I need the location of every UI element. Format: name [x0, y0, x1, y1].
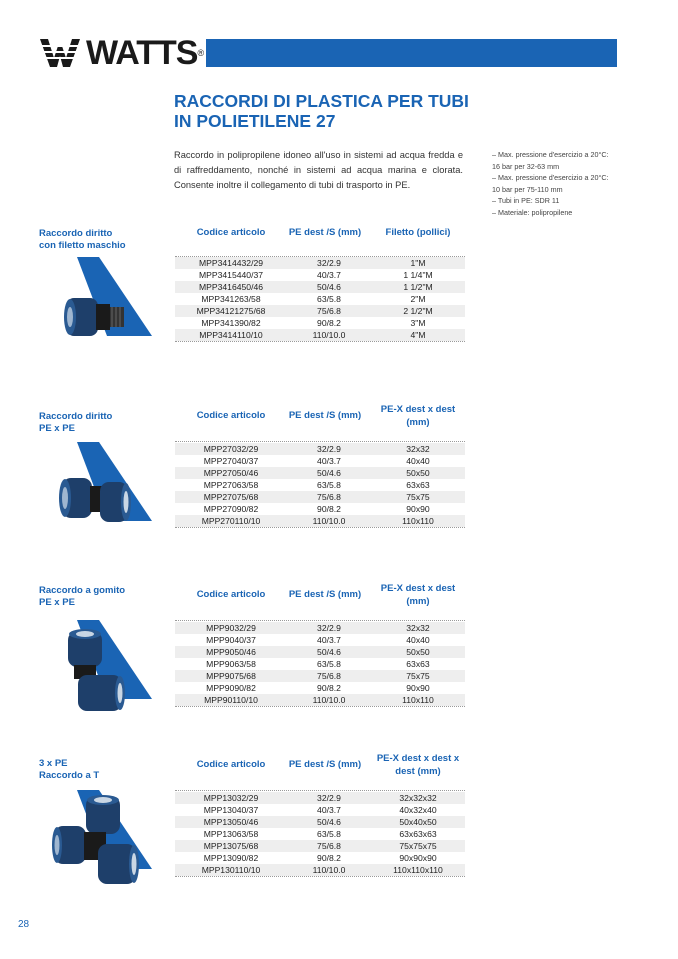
elbow-fitting-image — [60, 625, 132, 717]
column-header-pe-dest: PE dest /S (mm) — [288, 759, 362, 770]
pe-dimension: 40/3.7 — [317, 270, 341, 280]
connection-size: 63x63 — [406, 659, 430, 669]
pe-dimension: 63/5.8 — [317, 480, 341, 490]
spec-item: – Materiale: polipropilene — [492, 207, 573, 217]
column-header-code: Codice articolo — [196, 410, 266, 421]
watts-w-mark-icon — [40, 36, 86, 70]
pe-dimension: 90/8.2 — [317, 318, 341, 328]
product-table — [175, 792, 465, 877]
pe-dimension: 32/2.9 — [317, 623, 341, 633]
column-header-code: Codice articolo — [196, 589, 266, 600]
spec-item: – Max. pressione d'esercizio a 20°C: — [492, 173, 609, 182]
item-code: MPP34121275/68 — [196, 306, 266, 316]
item-code: MPP27050/46 — [203, 468, 259, 478]
connection-size: 75x75x75 — [399, 841, 437, 851]
table-row — [175, 515, 465, 527]
connection-size: 1 1/4"M — [403, 270, 433, 280]
pe-dimension: 75/6.8 — [317, 841, 341, 851]
pe-dimension: 75/6.8 — [317, 306, 341, 316]
pe-dimension: 63/5.8 — [317, 659, 341, 669]
connection-size: 1 1/2"M — [403, 282, 433, 292]
column-header-pe-dest: PE dest /S (mm) — [288, 410, 362, 421]
section-label-straight-pe-pe: Raccordo diritto PE x PE — [39, 411, 113, 434]
connection-size: 110x110 — [402, 516, 434, 526]
page-title — [174, 91, 594, 131]
pe-dimension: 75/6.8 — [317, 492, 341, 502]
page-number: 28 — [18, 919, 30, 930]
connection-size: 1"M — [410, 258, 426, 268]
item-code: MPP3414432/29 — [198, 258, 264, 268]
table-row — [175, 840, 465, 852]
section-label-straight-male-thread: Raccordo diritto con filetto maschio — [39, 228, 126, 251]
item-code: MPP9050/46 — [206, 647, 256, 657]
table-row — [175, 694, 465, 706]
connection-size: 75x75 — [406, 671, 430, 681]
item-code: MPP27063/58 — [203, 480, 259, 490]
table-row — [175, 269, 465, 281]
connection-size: 40x32x40 — [399, 805, 437, 815]
section-label-elbow-pe-pe: Raccordo a gomito PE x PE — [39, 585, 126, 608]
table-row — [175, 329, 465, 341]
item-code: MPP13040/37 — [203, 805, 259, 815]
item-code: MPP90110/10 — [204, 695, 258, 705]
pe-dimension: 63/5.8 — [317, 829, 341, 839]
table-row — [175, 257, 465, 269]
item-code: MPP3416450/46 — [198, 282, 264, 292]
connection-size: 32x32x32 — [399, 793, 437, 803]
spec-item: – Max. pressione d'esercizio a 20°C: — [492, 150, 609, 159]
item-code: MPP27040/37 — [203, 456, 259, 466]
pe-dimension: 90/8.2 — [317, 504, 341, 514]
page-title-line1: RACCORDI DI PLASTICA PER TUBI — [174, 91, 469, 111]
item-code: MPP27032/29 — [203, 444, 259, 454]
column-header-pex-dest: PE-X dest x dest (mm) — [380, 404, 456, 428]
column-header-code: Codice articolo — [196, 759, 266, 770]
logo-text: WATTS — [86, 34, 198, 72]
connection-size: 2 1/2"M — [403, 306, 433, 316]
table-row — [175, 503, 465, 515]
pe-dimension: 40/3.7 — [317, 635, 341, 645]
table-row — [175, 670, 465, 682]
product-table — [175, 622, 465, 707]
table-row — [175, 443, 465, 455]
connection-size: 2"M — [410, 294, 426, 304]
spec-item: – Tubi in PE: SDR 11 — [492, 196, 560, 205]
table-row — [175, 828, 465, 840]
table-row — [175, 305, 465, 317]
watts-logo — [40, 36, 204, 70]
pe-dimension: 50/4.6 — [317, 647, 341, 657]
connection-size: 90x90 — [406, 504, 430, 514]
connection-size: 75x75 — [406, 492, 430, 502]
header-bar — [206, 39, 617, 67]
connection-size: 32x32 — [406, 444, 430, 454]
item-code: MPP341263/58 — [201, 294, 261, 304]
connection-size: 50x50 — [406, 468, 430, 478]
table-bottom-divider — [175, 527, 465, 528]
column-header-pex-dest: PE-X dest x dest (mm) — [380, 583, 456, 607]
pe-dimension: 110/10.0 — [312, 695, 346, 705]
item-code: MPP9032/29 — [206, 623, 256, 633]
pe-dimension: 75/6.8 — [317, 671, 341, 681]
item-code: MPP13032/29 — [203, 793, 259, 803]
pe-dimension: 50/4.6 — [317, 468, 341, 478]
pe-dimension: 40/3.7 — [317, 805, 341, 815]
table-row — [175, 804, 465, 816]
table-row — [175, 317, 465, 329]
connection-size: 3"M — [410, 318, 426, 328]
product-table — [175, 443, 465, 528]
table-divider — [175, 620, 465, 621]
product-table — [175, 257, 465, 342]
item-code: MPP9090/82 — [206, 683, 256, 693]
connection-size: 50x40x50 — [399, 817, 437, 827]
column-header-pe-dest: PE dest /S (mm) — [288, 589, 362, 600]
table-bottom-divider — [175, 341, 465, 342]
spec-item: 16 bar per 32-63 mm — [492, 161, 560, 171]
pe-dimension: 32/2.9 — [317, 793, 341, 803]
table-row — [175, 622, 465, 634]
table-divider — [175, 790, 465, 791]
item-code: MPP130110/10 — [201, 865, 261, 875]
column-header-code: Codice articolo — [196, 227, 266, 238]
spec-list — [492, 149, 642, 218]
column-header-pex-dest: PE-X dest x dest x dest (mm) — [376, 753, 460, 777]
section-label-tee: 3 x PE Raccordo a T — [39, 758, 100, 781]
connection-size: 40x40 — [406, 635, 430, 645]
table-row — [175, 646, 465, 658]
connection-size: 90x90 — [406, 683, 430, 693]
table-row — [175, 491, 465, 503]
table-row — [175, 455, 465, 467]
connection-size: 50x50 — [406, 647, 430, 657]
table-row — [175, 852, 465, 864]
table-bottom-divider — [175, 876, 465, 877]
page-title-line2: IN POLIETILENE 27 — [174, 111, 336, 131]
column-header-pe-dest: PE dest /S (mm) — [288, 227, 362, 238]
item-code: MPP13063/58 — [203, 829, 259, 839]
item-code: MPP270110/10 — [201, 516, 261, 526]
item-code: MPP3415440/37 — [198, 270, 264, 280]
pe-dimension: 110/10.0 — [312, 516, 346, 526]
item-code: MPP13075/68 — [203, 841, 259, 851]
registered-mark: ® — [197, 48, 205, 58]
table-row — [175, 682, 465, 694]
connection-size: 90x90x90 — [399, 853, 437, 863]
table-divider — [175, 441, 465, 442]
table-row — [175, 634, 465, 646]
table-row — [175, 479, 465, 491]
item-code: MPP13090/82 — [203, 853, 259, 863]
item-code: MPP9040/37 — [206, 635, 256, 645]
connection-size: 40x40 — [406, 456, 430, 466]
item-code: MPP27090/82 — [203, 504, 259, 514]
table-row — [175, 467, 465, 479]
item-code: MPP13050/46 — [203, 817, 259, 827]
straight-male-thread-fitting-image — [62, 292, 130, 342]
pe-dimension: 110/10.0 — [312, 330, 346, 340]
intro-paragraph: Raccordo in polipropilene idoneo all'uso in sistemi ad acqua fredda e di raffreddamento, nonché in sistemi ad acqua marina e clorata. Consente inoltre il collegamento di tubi di trasporto in PE. — [174, 150, 463, 190]
spec-item: 10 bar per 75-110 mm — [492, 184, 563, 194]
pe-dimension: 63/5.8 — [317, 294, 341, 304]
item-code: MPP341390/82 — [201, 318, 261, 328]
connection-size: 63x63 — [406, 480, 430, 490]
connection-size: 32x32 — [406, 623, 430, 633]
tee-fitting-image — [50, 792, 140, 890]
pe-dimension: 90/8.2 — [317, 683, 341, 693]
table-row — [175, 281, 465, 293]
item-code: MPP9075/68 — [206, 671, 256, 681]
pe-dimension: 110/10.0 — [312, 865, 346, 875]
table-row — [175, 864, 465, 876]
item-code: MPP27075/68 — [203, 492, 259, 502]
table-row — [175, 658, 465, 670]
pe-dimension: 90/8.2 — [317, 853, 341, 863]
column-header-thread: Filetto (pollici) — [385, 227, 451, 238]
table-bottom-divider — [175, 706, 465, 707]
pe-dimension: 50/4.6 — [317, 817, 341, 827]
pe-dimension: 32/2.9 — [317, 258, 341, 268]
connection-size: 110x110x110 — [393, 865, 443, 875]
table-row — [175, 293, 465, 305]
table-row — [175, 816, 465, 828]
pe-dimension: 50/4.6 — [317, 282, 341, 292]
pe-dimension: 32/2.9 — [317, 444, 341, 454]
connection-size: 4"M — [410, 330, 426, 340]
connection-size: 63x63x63 — [399, 829, 437, 839]
connection-size: 110x110 — [402, 695, 434, 705]
straight-coupling-image — [56, 472, 132, 528]
pe-dimension: 40/3.7 — [317, 456, 341, 466]
item-code: MPP9063/58 — [206, 659, 256, 669]
table-row — [175, 792, 465, 804]
item-code: MPP3414110/10 — [199, 330, 263, 340]
